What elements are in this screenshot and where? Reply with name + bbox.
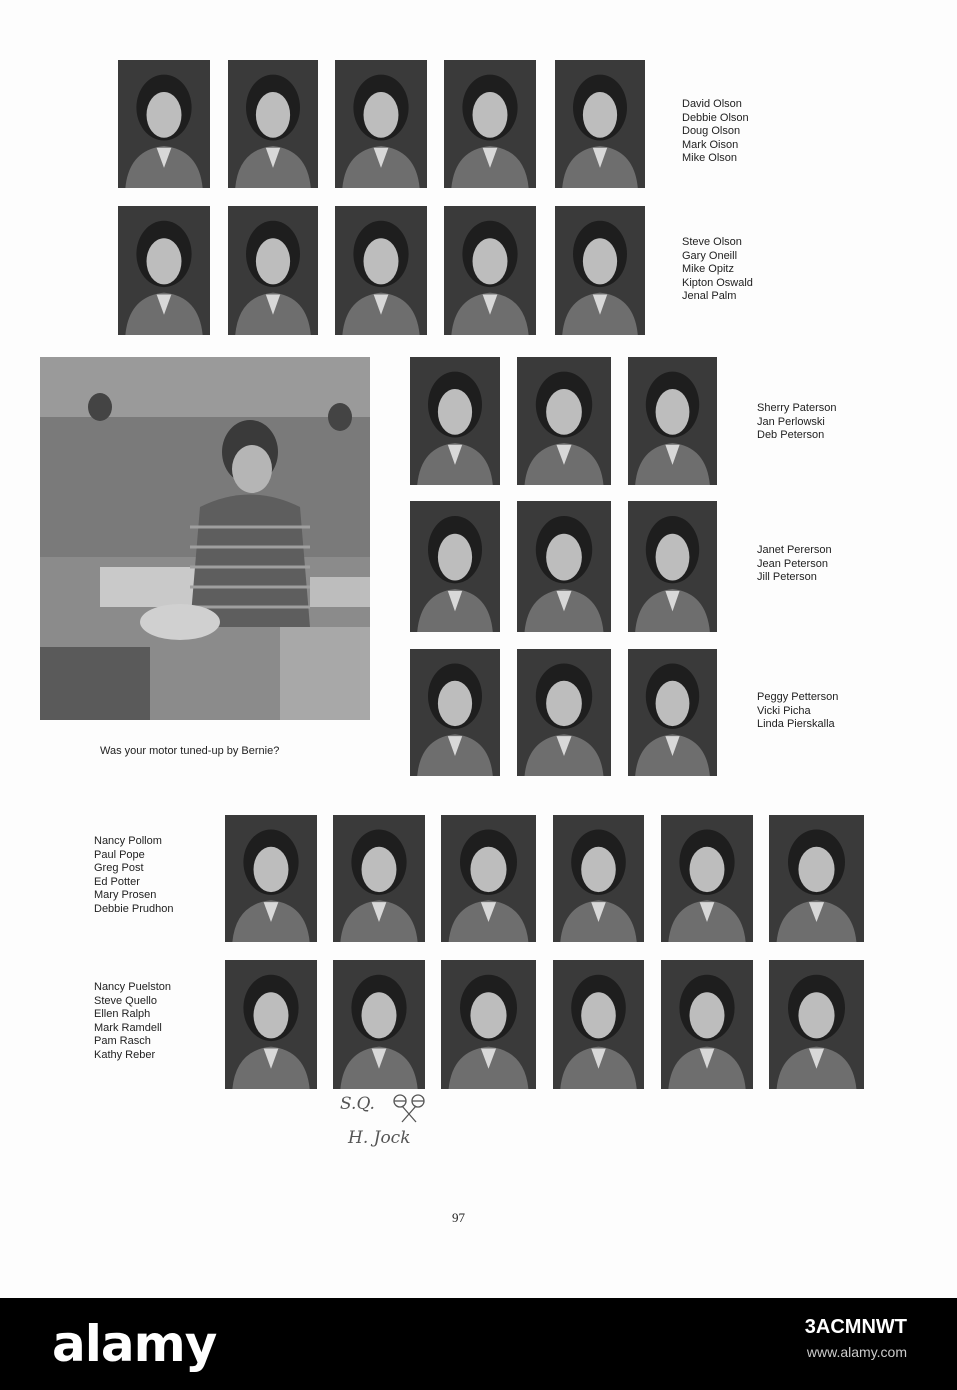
portrait-jenal-palm [555,206,645,335]
student-name: Kathy Reber [94,1048,156,1061]
portrait-kathy-reber [769,960,864,1089]
portrait-debbie-olson [228,60,318,188]
student-name: Linda Pierskalla [757,718,835,731]
page-number: 97 [452,1210,465,1225]
portrait-vicki-picha [517,649,611,776]
portrait-debbie-prudhon [769,815,864,942]
portrait-steve-quello [333,960,425,1089]
student-name: Steve Quello [94,994,157,1007]
portrait-jean-peterson [517,501,611,632]
portrait-jan-perlowski [517,357,611,485]
student-name: Ellen Ralph [94,1008,151,1021]
names-row-2 [682,236,753,304]
portrait-peggy-petterson [410,649,500,776]
signature-initials: S.Q. [340,1094,375,1114]
portrait-linda-pierskalla [628,649,717,776]
portrait-greg-post [441,815,536,942]
student-name: Steve Olson [682,236,742,248]
portrait-nancy-pollom [225,815,317,942]
signature-nickname: H. Jock [348,1128,411,1148]
names-row-6 [94,835,174,917]
portrait-deb-peterson [628,357,717,485]
portrait-mary-prosen [661,815,753,942]
student-name: Greg Post [94,862,144,875]
student-name: Ed Potter [94,875,140,888]
handwritten-signature [336,1088,436,1154]
portrait-doug-olson [335,60,427,188]
drumsticks-doodle-icon [388,1092,432,1126]
student-name: Gary Oneill [682,249,738,262]
names-row-7 [94,981,171,1063]
student-name: Jan Perlowski [757,415,825,428]
portrait-janet-pererson [410,501,500,632]
student-name: Jean Peterson [757,557,828,570]
portrait-david-olson [118,60,210,188]
portrait-kipton-oswald [444,206,536,335]
portrait-gary-oneill [228,206,318,335]
student-name: Mary Prosen [94,889,157,902]
student-name: Jill Peterson [757,571,817,584]
student-name: Debbie Prudhon [94,902,174,915]
student-name: Nancy Pollom [94,835,162,847]
candid-caption: Was your motor tuned-up by Bernie? [100,745,280,757]
student-name: Kipton Oswald [682,276,753,289]
student-name: Mark Ramdell [94,1021,162,1034]
portrait-nancy-puelston [225,960,317,1089]
portrait-jill-peterson [628,501,717,632]
image-id: 3ACMNWT [804,1316,907,1338]
student-name: Nancy Puelston [94,981,172,993]
student-name: Pam Rasch [94,1035,151,1048]
portrait-steve-olson [118,206,210,335]
names-row-1 [682,98,749,166]
portrait-ed-potter [553,815,644,942]
student-name: Debbie Olson [682,111,749,124]
portrait-pam-rasch [661,960,753,1089]
student-name: Deb Peterson [757,429,825,442]
student-name: Paul Pope [94,848,145,861]
site-url: www.alamy.com [806,1344,907,1360]
portrait-mark-ramdell [553,960,644,1089]
student-name: Mike Olson [682,152,738,165]
portrait-ellen-ralph [441,960,536,1089]
names-row-5 [757,691,838,732]
student-name: Janet Pererson [757,544,832,556]
names-row-3 [757,402,836,443]
portrait-mark-oison [444,60,536,188]
candid-photo-workshop [40,357,370,720]
student-name: Peggy Petterson [757,691,839,703]
names-row-4 [757,544,832,585]
student-name: Vicki Picha [757,704,811,717]
alamy-logo: alamy [52,1315,217,1373]
student-name: Sherry Paterson [757,402,837,414]
student-name: Mark Oison [682,138,739,151]
portrait-mike-opitz [335,206,427,335]
portrait-mike-olson [555,60,645,188]
portrait-paul-pope [333,815,425,942]
student-name: Mike Opitz [682,263,734,276]
student-name: David Olson [682,98,742,110]
student-name: Doug Olson [682,125,741,138]
portrait-sherry-paterson [410,357,500,485]
student-name: Jenal Palm [682,290,737,303]
